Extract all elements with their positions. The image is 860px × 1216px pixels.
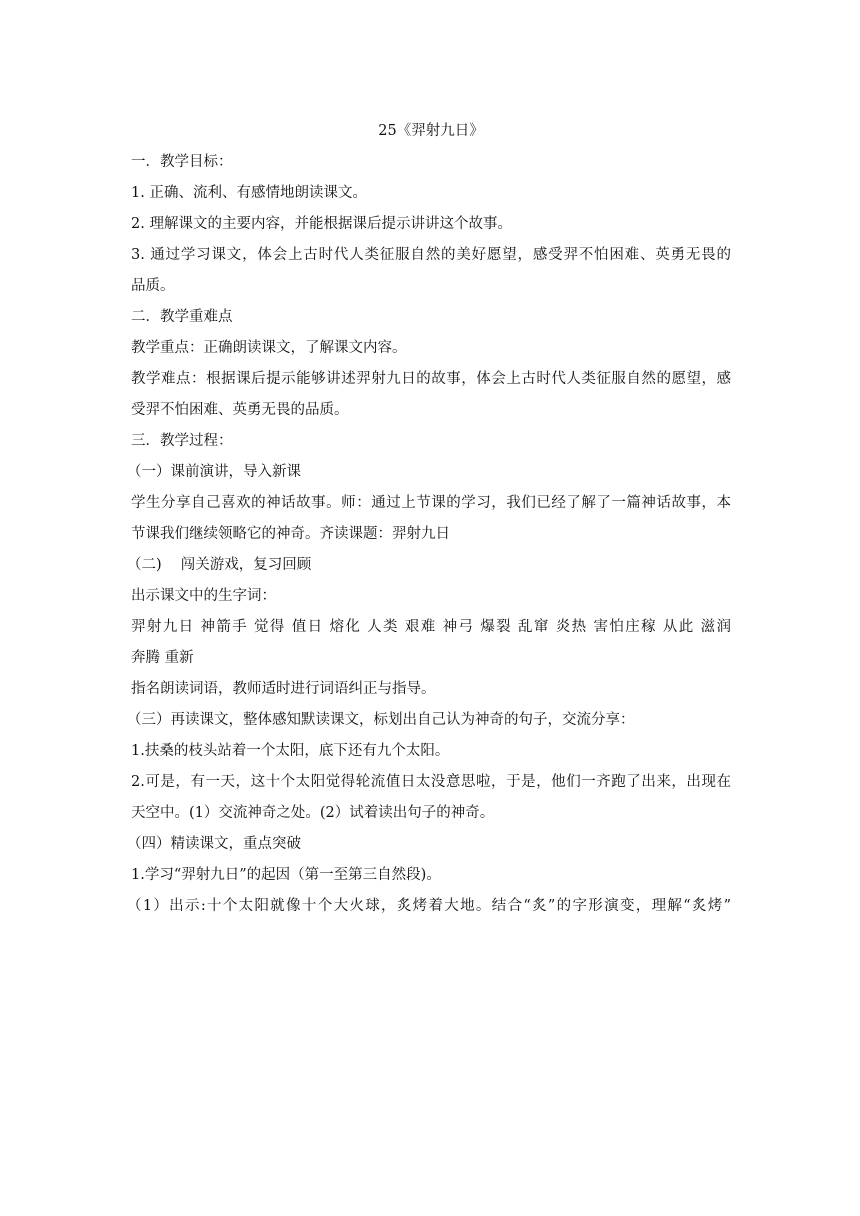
section-heading-objectives: 一．教学目标： [131, 154, 233, 170]
paragraph-line: 受羿不怕困难、英勇无畏的品质。 [131, 402, 349, 418]
subsection-heading: （四）精读课文，重点突破 [127, 836, 301, 852]
document-body [127, 116, 731, 922]
paragraph-line: 节课我们继续领略它的神奇。齐读课题：羿射九日 [131, 526, 450, 542]
objective-item-continued: 品质。 [131, 278, 175, 294]
objective-item: 3. 通过学习课文，体会上古时代人类征服自然的美好愿望，感受羿不怕困难、英勇无畏的 [131, 247, 731, 263]
paragraph-line: 1.扶桑的枝头站着一个太阳，底下还有九个太阳。 [131, 743, 450, 759]
vocabulary-line: 羿射九日 神箭手 觉得 值日 熔化 人类 艰难 神弓 爆裂 乱窜 炎热 害怕庄稼 从此 滋润 [131, 619, 731, 635]
paragraph-line: 指名朗读词语，教师适时进行词语纠正与指导。 [131, 681, 436, 697]
paragraph-line: 天空中。(1）交流神奇之处。(2）试着读出句子的神奇。 [131, 805, 495, 821]
paragraph-line: 教学难点：根据课后提示能够讲述羿射九日的故事，体会上古时代人类征服自然的愿望，感 [131, 371, 731, 387]
paragraph-line: 1.学习“羿射九日”的起因（第一至第三自然段)。 [131, 867, 441, 883]
objective-item: 2. 理解课文的主要内容，并能根据课后提示讲讲这个故事。 [131, 216, 512, 232]
subsection-heading: （三）再读课文，整体感知默读课文，标划出自己认为神奇的句子，交流分享： [127, 712, 635, 728]
paragraph-line: 2.可是，有一天，这十个太阳觉得轮流值日太没意思啦，于是，他们一齐跑了出来，出现在 [131, 774, 731, 790]
paragraph-line: （1）出示:十个太阳就像十个大火球，炙烤着大地。结合“炙”的字形演变，理解“炙烤” [127, 898, 731, 914]
document-title: 25《羿射九日》 [378, 123, 484, 139]
paragraph-line: 出示课文中的生字词： [131, 588, 276, 604]
vocabulary-line: 奔腾 重新 [131, 650, 194, 666]
paragraph-line: 教学重点：正确朗读课文，了解课文内容。 [131, 340, 407, 356]
objective-item: 1. 正确、流利、有感情地朗读课文。 [131, 185, 367, 201]
paragraph-line: 学生分享自己喜欢的神话故事。师：通过上节课的学习，我们已经了解了一篇神话故事，本 [131, 495, 731, 511]
section-heading-key-points: 二．教学重难点 [131, 309, 233, 325]
section-heading-process: 三．教学过程： [131, 433, 233, 449]
subsection-heading: （一）课前演讲，导入新课 [127, 464, 301, 480]
subsection-heading: （二) 闯关游戏，复习回顾 [127, 557, 312, 573]
